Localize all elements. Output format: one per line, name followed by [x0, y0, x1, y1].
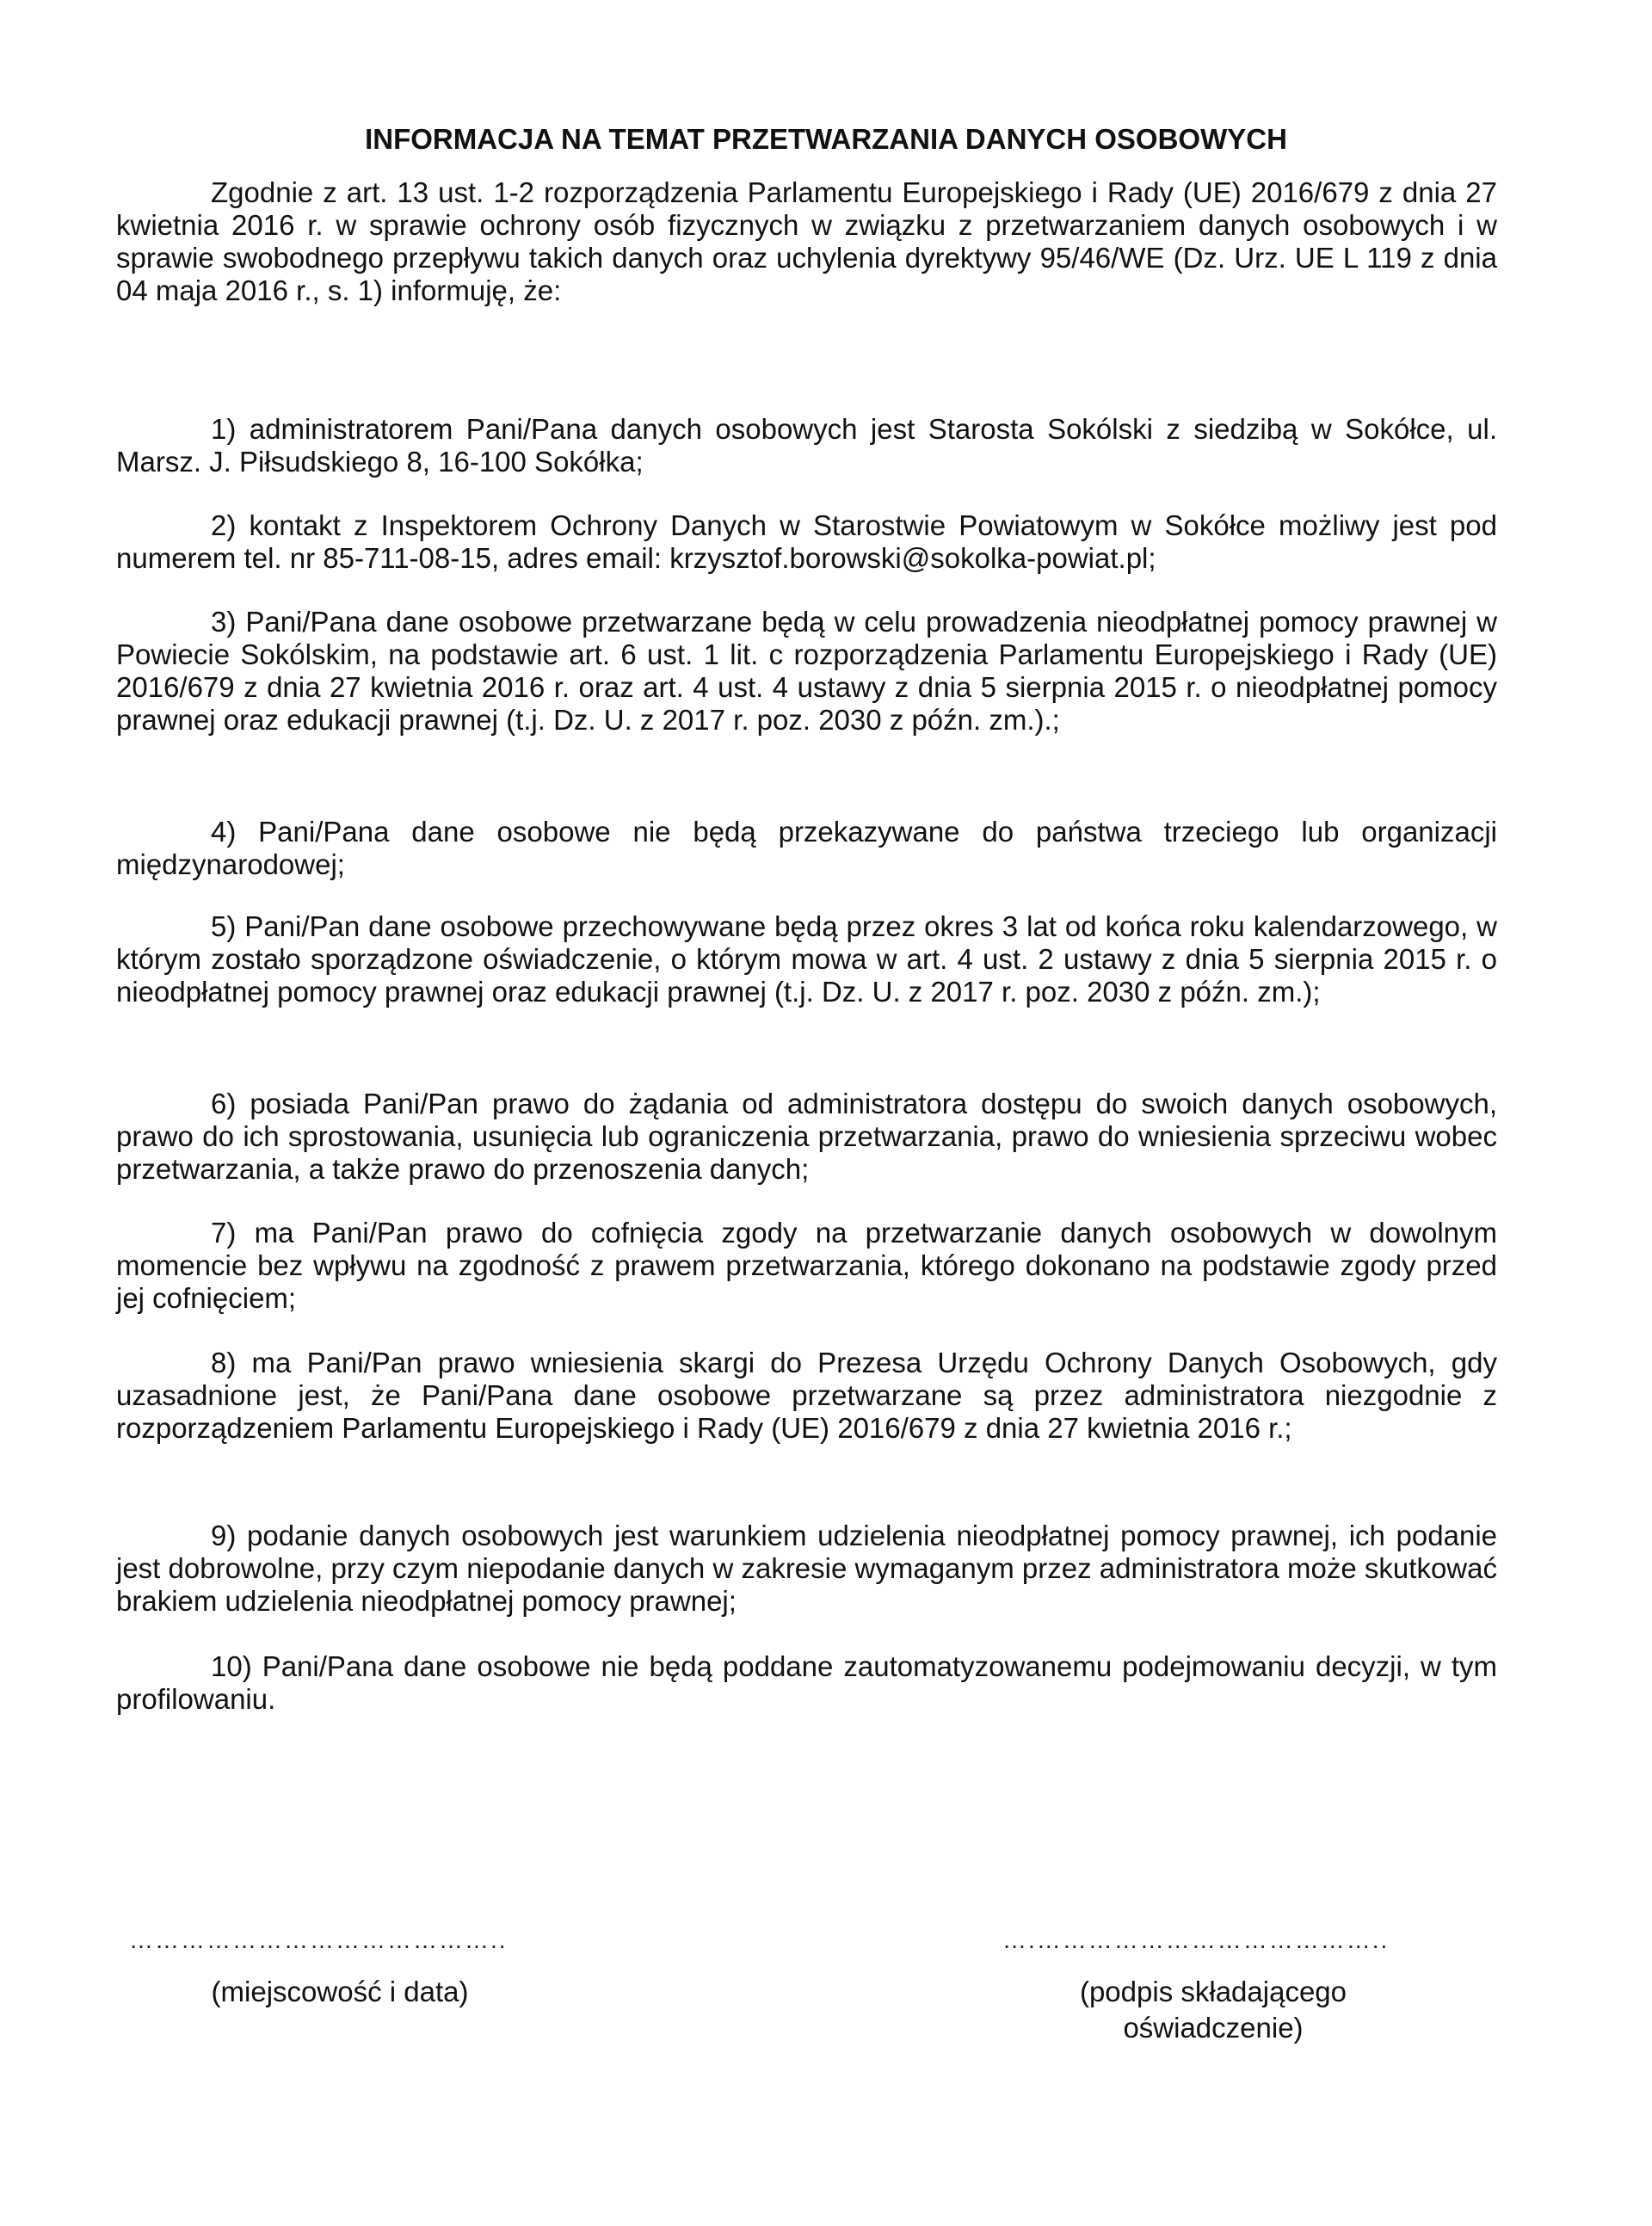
list-item-8: 8) ma Pani/Pan prawo wniesienia skargi do Prezesa Urzędu Ochrony Danych Osobowych, gdy uzasadnione jest, że Pani/Pana dane osobowe przetwarzane są przez administratora niezgodnie z rozporządzeniem Parlamentu Europejskiego i Rady (UE) 2016/679 z dnia 27 kwietnia 2016 r.;: [116, 1347, 1497, 1444]
list-item-7: 7) ma Pani/Pan prawo do cofnięcia zgody na przetwarzanie danych osobowych w dowolnym momencie bez wpływu na zgodność z prawem przetwarzania, którego dokonano na podstawie zgody przed jej cofnięciem;: [116, 1217, 1497, 1314]
signature-label-line1: (podpis składającego: [1079, 1976, 1347, 2007]
list-item-9: 9) podanie danych osobowych jest warunkiem udzielenia nieodpłatnej pomocy prawnej, ich podanie jest dobrowolne, przy czym niepodanie danych w zakresie wymaganym przez administratora może skutkować brakiem udzielenia nieodpłatnej pomocy prawnej;: [116, 1520, 1497, 1617]
signature-line-place-date: ……………………………………..: [129, 1927, 508, 1953]
list-item-2: 2) kontakt z Inspektorem Ochrony Danych w Starostwie Powiatowym w Sokółce możliwy jest pod numerem tel. nr 85-711-08-15, adres email: krzysztof.borowski@sokolka-powiat.pl;: [116, 509, 1497, 574]
place-date-label: (miejscowość i data): [211, 1976, 469, 2007]
signature-line-signature: ….…………………………………..: [1002, 1927, 1390, 1953]
document-title: INFORMACJA NA TEMAT PRZETWARZANIA DANYCH OSOBOWYCH: [365, 123, 1287, 155]
list-item-3: 3) Pani/Pana dane osobowe przetwarzane będą w celu prowadzenia nieodpłatnej pomocy prawnej w Powiecie Sokólskim, na podstawie art. 6 ust. 1 lit. c rozporządzenia Parlamentu Europejskiego i Rady (UE) 2016/679 z dnia 27 kwietnia 2016 r. oraz art. 4 ust. 4 ustawy z dnia 5 sierpnia 2015 r. o nieodpłatnej pomocy prawnej oraz edukacji prawnej (t.j. Dz. U. z 2017 r. poz. 2030 z późn. zm.).;: [116, 606, 1497, 736]
list-item-1: 1) administratorem Pani/Pana danych osobowych jest Starosta Sokólski z siedzibą w Sokółce, ul. Marsz. J. Piłsudskiego 8, 16-100 Sokółka;: [116, 413, 1497, 478]
list-item-4: 4) Pani/Pana dane osobowe nie będą przekazywane do państwa trzeciego lub organizacji międzynarodowej;: [116, 816, 1497, 880]
list-item-10: 10) Pani/Pana dane osobowe nie będą poddane zautomatyzowanemu podejmowaniu decyzji, w tym profilowaniu.: [116, 1650, 1497, 1715]
list-item-6: 6) posiada Pani/Pan prawo do żądania od administratora dostępu do swoich danych osobowych, prawo do ich sprostowania, usunięcia lub ograniczenia przetwarzania, prawo do wniesienia sprzeciwu wobec przetwarzania, a także prawo do przenoszenia danych;: [116, 1088, 1497, 1185]
list-item-5: 5) Pani/Pan dane osobowe przechowywane będą przez okres 3 lat od końca roku kalendarzowego, w którym zostało sporządzone oświadczenie, o którym mowa w art. 4 ust. 2 ustawy z dnia 5 sierpnia 2015 r. o nieodpłatnej pomocy prawnej oraz edukacji prawnej (t.j. Dz. U. z 2017 r. poz. 2030 z późn. zm.);: [116, 910, 1497, 1008]
signature-label-line2: oświadczenie): [1123, 2012, 1304, 2044]
intro-paragraph: Zgodnie z art. 13 ust. 1-2 rozporządzenia Parlamentu Europejskiego i Rady (UE) 2016/679 z dnia 27 kwietnia 2016 r. w sprawie ochrony osób fizycznych w związku z przetwarzaniem danych osobowych i w sprawie swobodnego przepływu takich danych oraz uchylenia dyrektywy 95/46/WE (Dz. Urz. UE L 119 z dnia 04 maja 2016 r., s. 1) informuję, że:: [116, 176, 1497, 306]
